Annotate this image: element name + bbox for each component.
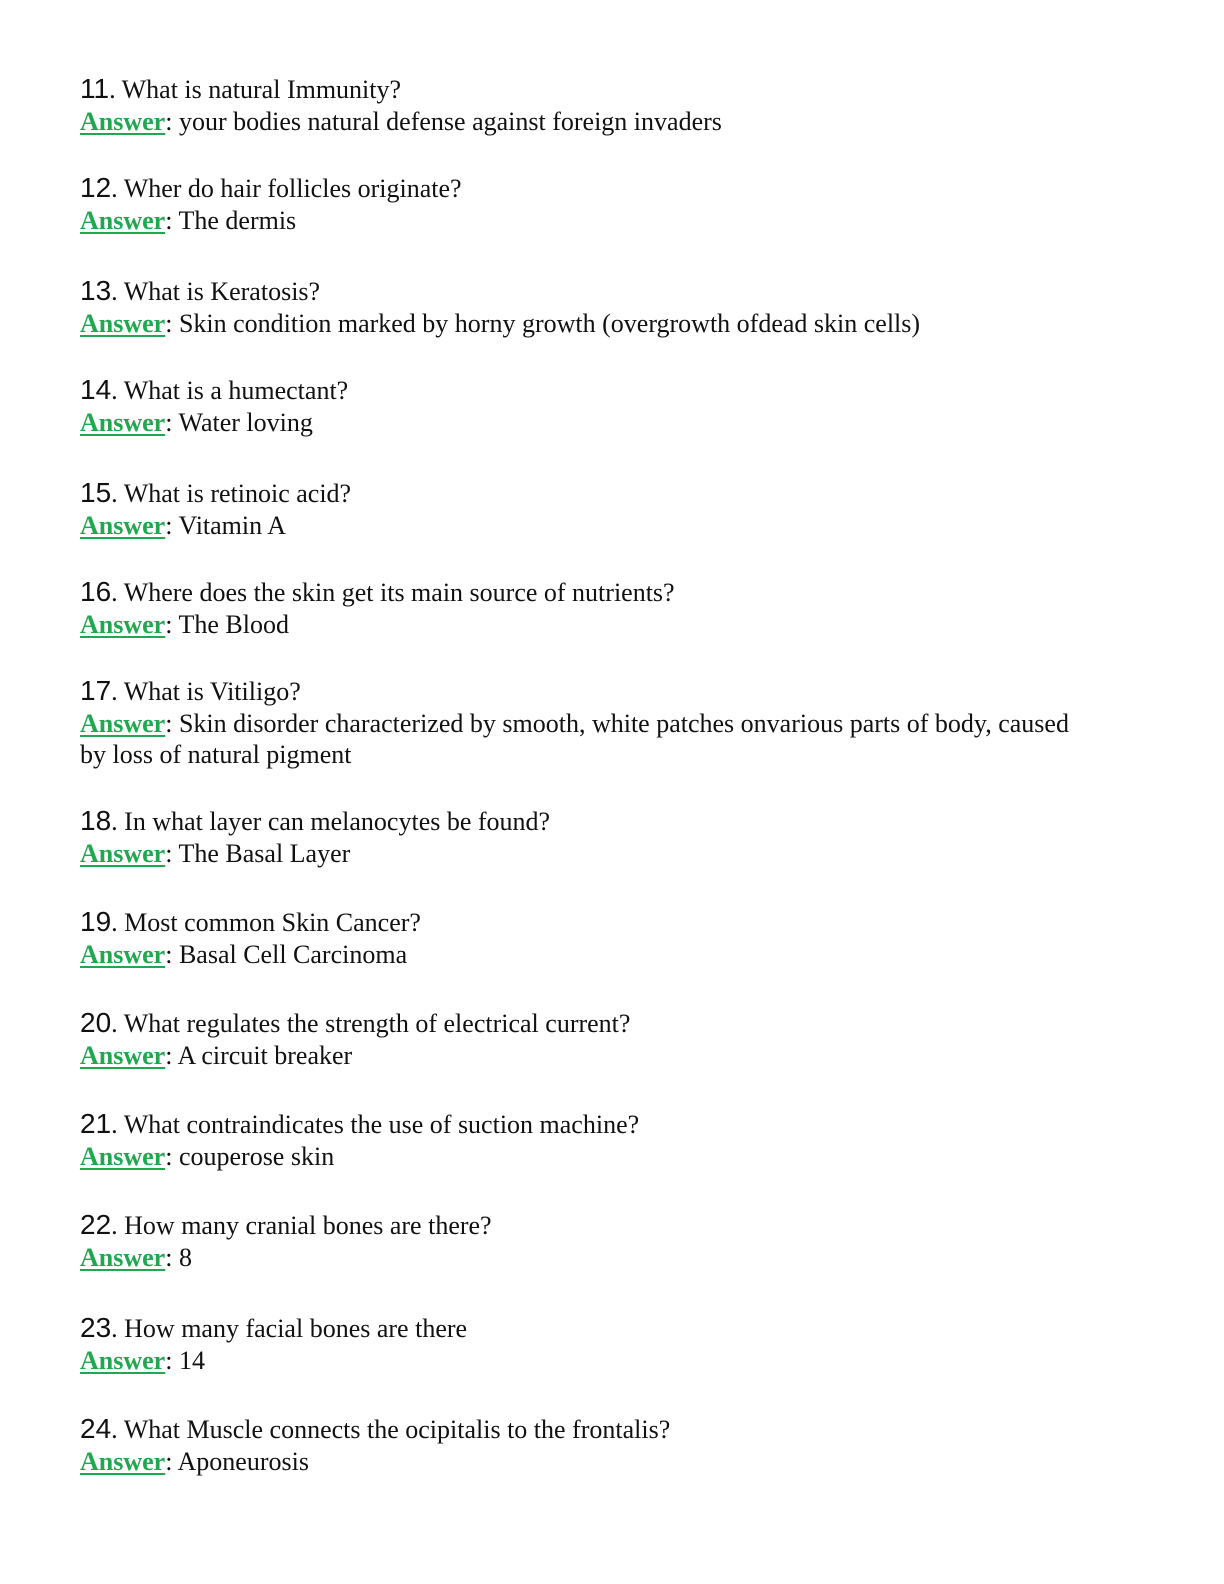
answer-line: Answer: Skin disorder characterized by smooth, white patches onvarious parts of body, caused by loss of natural pigment [80,709,1069,769]
question-text: How many facial bones are there [124,1314,468,1343]
answer-text: Basal Cell Carcinoma [178,940,408,969]
answer-text: your bodies natural defense against foreign invaders [178,107,722,136]
question-line: 19. Most common Skin Cancer? [80,906,421,937]
qa-item-19 [80,905,1140,970]
question-number: 11 [80,73,110,104]
question-line: 14. What is a humectant? [80,374,349,405]
question-number: 20 [80,1007,112,1038]
answer-label: Answer [80,1447,166,1476]
answer-label: Answer [80,1041,166,1070]
question-number: 14 [80,374,112,405]
qa-item-11 [80,72,1140,137]
answer-line: Answer: Water loving [80,408,313,437]
question-number: 24 [80,1413,112,1444]
qa-item-18 [80,804,1140,869]
answer-text: 14 [178,1346,205,1375]
answer-label: Answer [80,511,166,540]
question-line: 16. Where does the skin get its main source of nutrients? [80,576,675,607]
question-line: 24. What Muscle connects the ocipitalis to the frontalis? [80,1413,671,1444]
qa-item-22 [80,1208,1140,1273]
quiz-page [80,72,1140,1477]
answer-label: Answer [80,839,166,868]
question-number: 18 [80,805,112,836]
question-number: 13 [80,275,112,306]
answer-label: Answer [80,1243,166,1272]
question-text: What is Vitiligo? [123,677,301,706]
question-number: 23 [80,1312,112,1343]
answer-line: Answer: 8 [80,1243,192,1272]
qa-item-13 [80,274,1140,339]
question-line: 12. Wher do hair follicles originate? [80,172,462,203]
question-line: 20. What regulates the strength of electrical current? [80,1007,631,1038]
answer-text: Skin disorder characterized by smooth, white patches onvarious parts of body, caused by loss of natural pigment [80,709,1069,769]
question-text: What is a humectant? [123,376,349,405]
qa-item-20 [80,1006,1140,1071]
question-text: Most common Skin Cancer? [124,908,421,937]
question-line: 17. What is Vitiligo? [80,675,301,706]
answer-line: Answer: Aponeurosis [80,1447,309,1476]
question-text: Where does the skin get its main source of nutrients? [123,578,675,607]
answer-label: Answer [80,1142,166,1171]
qa-item-23 [80,1311,1140,1376]
answer-text: Water loving [178,408,313,437]
answer-text: The dermis [178,206,297,235]
question-text: What Muscle connects the ocipitalis to the frontalis? [123,1415,671,1444]
answer-line: Answer: Vitamin A [80,511,286,540]
answer-text: The Basal Layer [178,839,351,868]
question-text: What is retinoic acid? [123,479,352,508]
question-number: 22 [80,1209,112,1240]
question-line: 18. In what layer can melanocytes be found? [80,805,551,836]
answer-label: Answer [80,1346,166,1375]
answer-line: Answer: your bodies natural defense against foreign invaders [80,107,722,136]
question-line: 13. What is Keratosis? [80,275,321,306]
qa-item-12 [80,171,1140,236]
question-text: Wher do hair follicles originate? [123,174,462,203]
answer-line: Answer: The dermis [80,206,297,235]
question-line: 22. How many cranial bones are there? [80,1209,492,1240]
question-number: 21 [80,1108,112,1139]
answer-line: Answer: couperose skin [80,1142,335,1171]
answer-text: Aponeurosis [177,1447,309,1476]
qa-item-14 [80,373,1140,438]
question-line: 11. What is natural Immunity? [80,73,402,104]
answer-label: Answer [80,709,166,738]
qa-item-17 [80,674,1140,770]
question-text: What regulates the strength of electrical current? [123,1009,631,1038]
answer-label: Answer [80,940,166,969]
answer-line: Answer: The Basal Layer [80,839,351,868]
answer-text: 8 [178,1243,192,1272]
answer-label: Answer [80,206,166,235]
answer-line: Answer: A circuit breaker [80,1041,353,1070]
question-number: 19 [80,906,112,937]
answer-text: A circuit breaker [177,1041,353,1070]
question-text: In what layer can melanocytes be found? [124,807,551,836]
question-number: 17 [80,675,112,706]
qa-item-21 [80,1107,1140,1172]
question-text: How many cranial bones are there? [124,1211,492,1240]
answer-text: The Blood [178,610,289,639]
answer-line: Answer: 14 [80,1346,205,1375]
question-text: What is Keratosis? [123,277,321,306]
question-line: 23. How many facial bones are there [80,1312,468,1343]
answer-line: Answer: Basal Cell Carcinoma [80,940,408,969]
qa-item-15 [80,476,1140,541]
answer-line: Answer: Skin condition marked by horny growth (overgrowth ofdead skin cells) [80,309,921,338]
question-line: 21. What contraindicates the use of suction machine? [80,1108,640,1139]
answer-text: Vitamin A [178,511,286,540]
question-number: 15 [80,477,112,508]
answer-label: Answer [80,408,166,437]
answer-line: Answer: The Blood [80,610,289,639]
answer-text: couperose skin [178,1142,335,1171]
question-number: 12 [80,172,112,203]
question-line: 15. What is retinoic acid? [80,477,352,508]
answer-text: Skin condition marked by horny growth (overgrowth ofdead skin cells) [178,309,921,338]
question-text: What is natural Immunity? [121,75,402,104]
question-number: 16 [80,576,112,607]
answer-label: Answer [80,107,166,136]
qa-item-16 [80,575,1140,640]
answer-label: Answer [80,610,166,639]
question-text: What contraindicates the use of suction machine? [123,1110,640,1139]
qa-item-24 [80,1412,1140,1477]
answer-label: Answer [80,309,166,338]
